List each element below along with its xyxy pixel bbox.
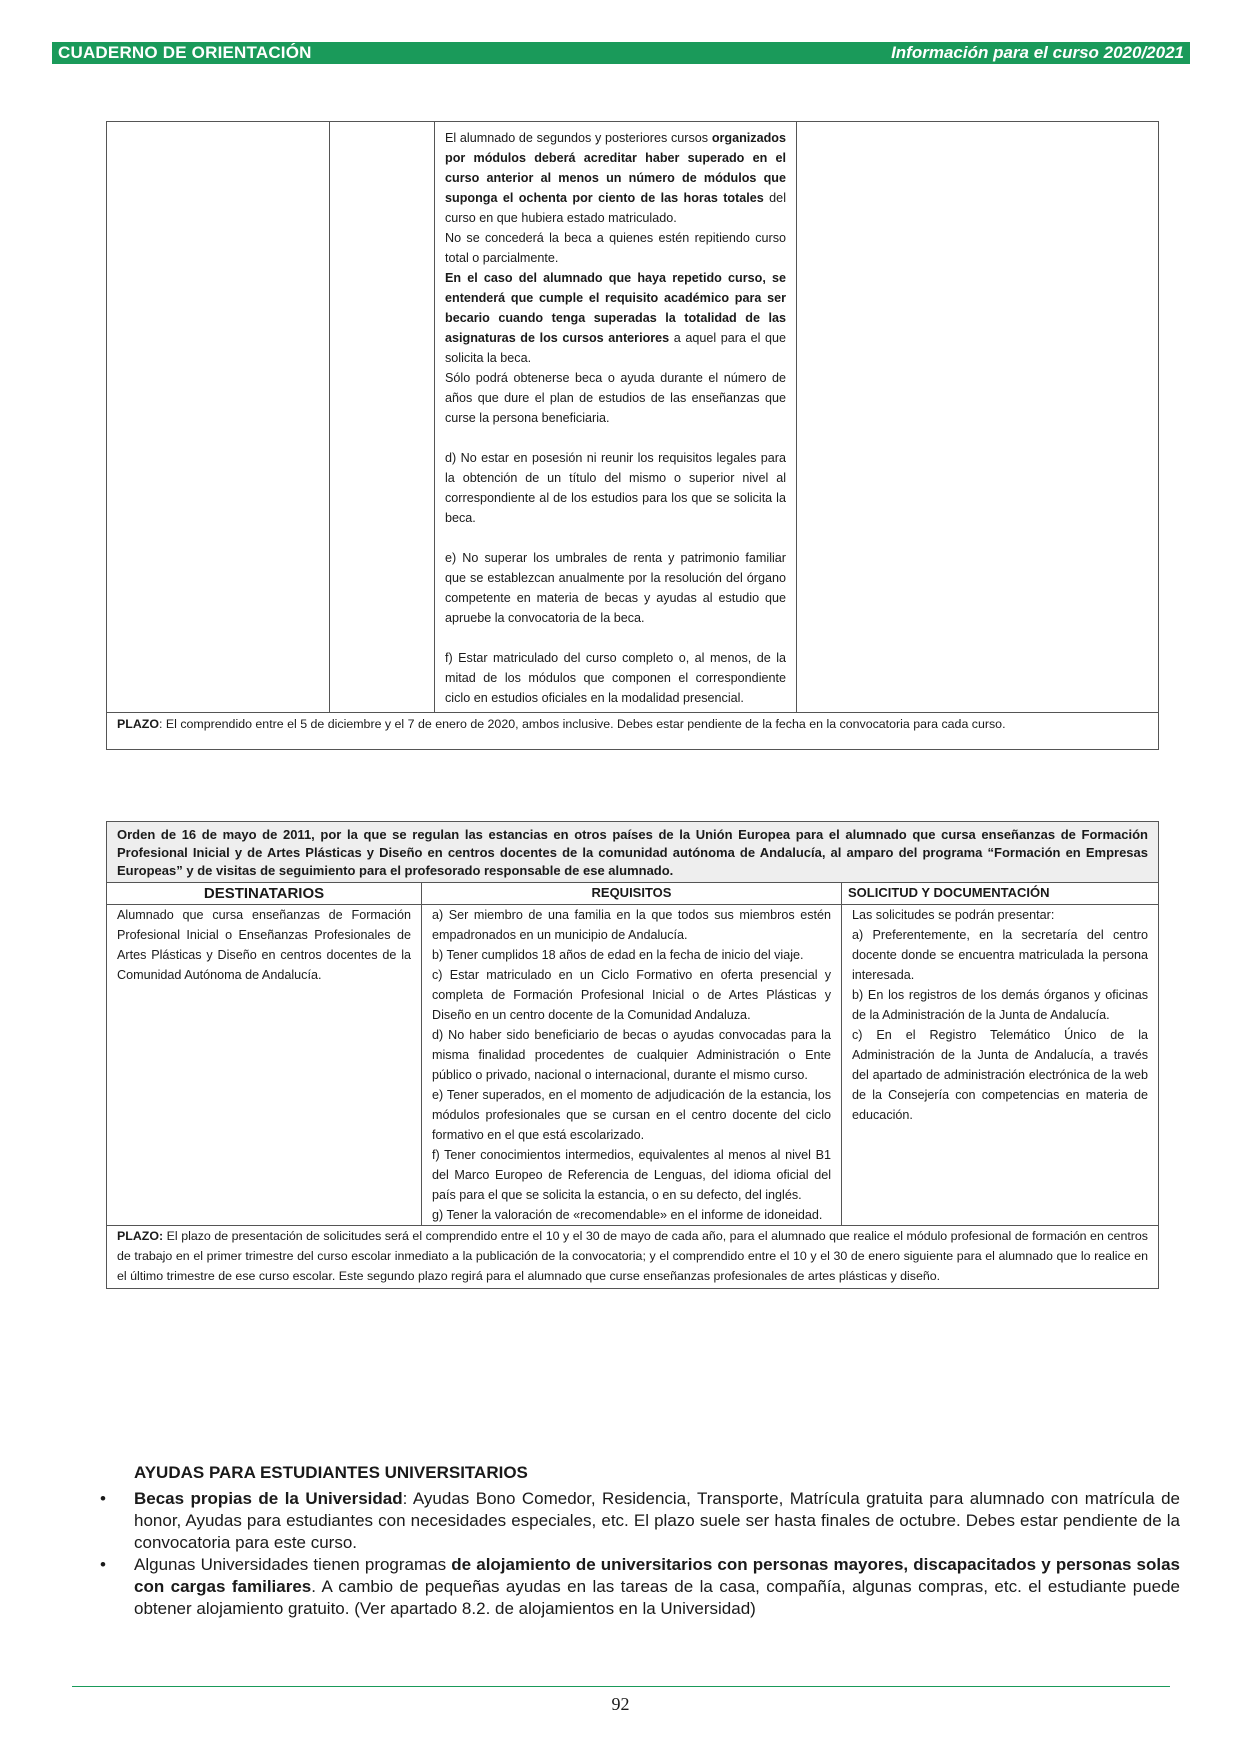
empty-cell xyxy=(107,122,330,713)
requisito-item: e) Tener superados, en el momento de adjudicación de la estancia, los módulos profesionales que se cursan en el centro docente del ciclo formativo en el que está escolarizado. xyxy=(432,1088,831,1142)
req-text: El alumnado de segundos y posteriores cursos xyxy=(445,131,712,145)
solicitud-item: Las solicitudes se podrán presentar: xyxy=(852,908,1055,922)
plazo-row xyxy=(107,713,1159,750)
col-header-solicitud: SOLICITUD Y DOCUMENTACIÓN xyxy=(842,883,1159,905)
ayudas-universitarios-section xyxy=(100,1462,1180,1620)
empty-cell xyxy=(797,122,1159,713)
plazo-label: PLAZO xyxy=(117,717,159,731)
solicitud-item: c) En el Registro Telemático Único de la Administración de la Junta de Andalucía, a través del apartado de administración electrónica de la web de la Consejería con competencias en materia de educación. xyxy=(852,1028,1148,1122)
list-item xyxy=(100,1554,1180,1620)
req-text: del curso en que hubiera estado matriculado. xyxy=(445,191,786,225)
item-bold-text: Becas propias de la Universidad xyxy=(134,1489,403,1508)
requisito-item: c) Estar matriculado en un Ciclo Formativo en oferta presencial y completa de Formación Profesional Inicial o de Artes Plásticas y Diseño en un centro docente de la Comunidad Andaluza. xyxy=(432,968,831,1022)
requisito-item: d) No haber sido beneficiario de becas o ayudas convocadas para la misma finalidad procedentes de cualquier Administración o Ente público o privado, nacional o internacional, durante el mismo curso. xyxy=(432,1028,831,1082)
header-course: Información para el curso 2020/2021 xyxy=(891,43,1184,62)
plazo-text: El plazo de presentación de solicitudes será el comprendido entre el 10 y el 30 de mayo de cada año, para el alumnado que realice el módulo profesional de formación en centros de trabajo en el primer trimestre del curso escolar inmediato a la publicación de la convocatoria; y el comprendido entre el 10 y el 30 de enero siguiente para el alumnado que lo realice en el último trimestre de ese curso escolar. Este segundo plazo regirá para el alumnado que curse enseñanzas profesionales de artes plásticas y diseño. xyxy=(117,1229,1148,1283)
bullet-icon: • xyxy=(100,1489,106,1508)
req-item-e: e) No superar los umbrales de renta y patrimonio familiar que se establezcan anualmente por la resolución del órgano competente en materia de becas y ayudas al estudio que apruebe la convocatoria de la beca. xyxy=(445,551,786,625)
solicitud-cell xyxy=(842,905,1159,1226)
item-text: . A cambio de pequeñas ayudas en las tareas de la casa, compañía, algunas compras, etc. el estudiante puede obtener alojamiento gratuito. (Ver apartado 8.2. de alojamientos en la Universidad) xyxy=(134,1577,1180,1618)
col-header-destinatarios: DESTINATARIOS xyxy=(107,883,422,905)
item-bold-text: de alojamiento de universitarios con personas mayores, discapacitados y personas solas con cargas familiares xyxy=(134,1555,1181,1596)
destinatarios-cell: Alumnado que cursa enseñanzas de Formación Profesional Inicial o Enseñanzas Profesionales de Artes Plásticas y Diseño en centros docentes de la Comunidad Autónoma de Andalucía. xyxy=(107,905,422,1226)
req-bold-text: En el caso del alumnado que haya repetido curso, se entenderá que cumple el requisito académico para ser becario cuando tenga superadas la totalidad de las asignaturas de los cursos anteriores xyxy=(445,271,786,345)
requisito-item: f) Tener conocimientos intermedios, equivalentes al menos al nivel B1 del Marco Europeo de Referencia de Lenguas, del idioma oficial del país para el que se solicita la estancia, o en su defecto, del inglés. xyxy=(432,1148,831,1202)
page-number: 92 xyxy=(611,1694,630,1714)
req-bold-text: organizados por módulos deberá acreditar haber superado en el curso anterior al menos un número de módulos que suponga el ochenta por ciento de las horas totales xyxy=(445,131,786,205)
page-header xyxy=(52,42,1190,64)
beca-requisitos-table xyxy=(106,121,1159,750)
item-text: Algunas Universidades tienen programas xyxy=(134,1555,452,1574)
requisito-item: b) Tener cumplidos 18 años de edad en la fecha de inicio del viaje. xyxy=(432,948,804,962)
estancias-ue-table xyxy=(106,821,1159,1289)
req-paragraph xyxy=(445,268,786,368)
item-text: : Ayudas Bono Comedor, Residencia, Transporte, Matrícula gratuita para alumnado con matrícula de honor, Ayudas para estudiantes con necesidades especiales, etc. El plazo suele ser hasta finales de octubre. Debes estar pendiente de la convocatoria para este curso. xyxy=(134,1489,1181,1552)
req-text: a aquel para el que solicita la beca. xyxy=(445,331,786,365)
empty-cell xyxy=(330,122,435,713)
plazo-row xyxy=(107,1226,1159,1289)
req-paragraph xyxy=(445,128,786,228)
plazo-label: PLAZO: xyxy=(117,1229,164,1243)
bullet-icon: • xyxy=(100,1555,106,1574)
requisitos-cell xyxy=(422,905,842,1226)
req-item-f: f) Estar matriculado del curso completo o, al menos, de la mitad de los módulos que componen el correspondiente ciclo en estudios oficiales en la modalidad presencial. xyxy=(445,651,786,705)
req-paragraph: Sólo podrá obtenerse beca o ayuda durante el número de años que dure el plan de estudios de las enseñanzas que curse la persona beneficiaria. xyxy=(445,371,786,425)
solicitud-item: a) Preferentemente, en la secretaría del centro docente donde se encuentra matriculada la persona interesada. xyxy=(852,928,1148,982)
plazo-text: : El comprendido entre el 5 de diciembre y el 7 de enero de 2020, ambos inclusive. Debes estar pendiente de la fecha en la convocatoria para cada curso. xyxy=(159,717,1006,731)
solicitud-item: b) En los registros de los demás órganos y oficinas de la Administración de la Junta de Andalucía. xyxy=(852,988,1148,1022)
req-paragraph: No se concederá la beca a quienes estén repitiendo curso total o parcialmente. xyxy=(445,231,786,265)
list-item xyxy=(100,1488,1180,1554)
col-header-requisitos: REQUISITOS xyxy=(422,883,842,905)
req-item-d: d) No estar en posesión ni reunir los requisitos legales para la obtención de un título del mismo o superior nivel al correspondiente al de los estudios para los que se solicita la beca. xyxy=(445,451,786,525)
requisito-item: g) Tener la valoración de «recomendable» en el informe de idoneidad. xyxy=(432,1208,823,1222)
section-heading: AYUDAS PARA ESTUDIANTES UNIVERSITARIOS xyxy=(134,1463,528,1482)
requisitos-cell xyxy=(435,122,797,713)
orden-title: Orden de 16 de mayo de 2011, por la que se regulan las estancias en otros países de la Unión Europea para el alumnado que cursa enseñanzas de Formación Profesional Inicial y de Artes Plásticas y Diseño en centros docentes de la comunidad autónoma de Andalucía, al amparo del programa “Formación en Empresas Europeas” y de visitas de seguimiento para el profesorado responsable de ese alumnado. xyxy=(107,822,1159,883)
ayudas-list xyxy=(100,1488,1180,1620)
header-title: CUADERNO DE ORIENTACIÓN xyxy=(58,43,312,62)
requisito-item: a) Ser miembro de una familia en la que todos sus miembros estén empadronados en un municipio de Andalucía. xyxy=(432,908,831,942)
